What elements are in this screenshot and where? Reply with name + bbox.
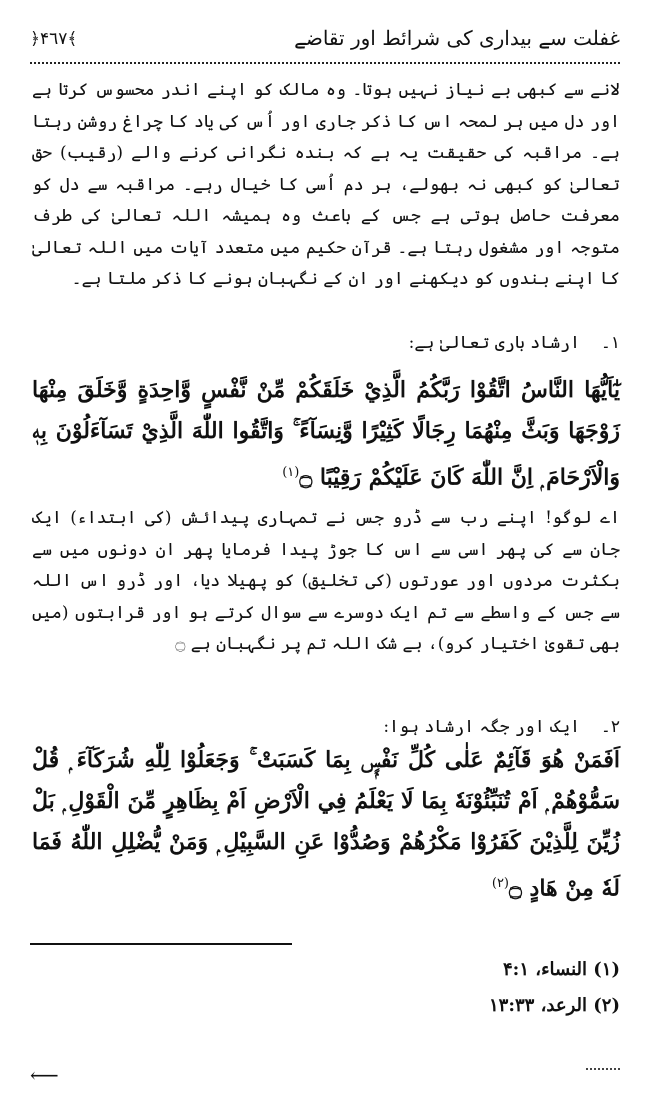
item-1-number: ۱۔ <box>600 333 620 353</box>
page-header <box>30 24 620 60</box>
intro-paragraph: لانے سے کبھی بے نیاز نہیں ہوتا۔ وہ مالک کو اپنے اندر محسوس کرتا ہے اور دل میں ہر لمحہ اس کا ذکر جاری اور اُس کی یاد کا چراغ روشن رہتا ہے۔ مراقبہ کی حقیقت یہ ہے کہ بندہ نگرانی کرنے والے (رقیب) حق تعالیٰ کو کبھی نہ بھولے، ہر دم اُسی کا خیال رہے۔ مراقبہ سے دل کو معرفت حاصل ہوتی ہے جس کے باعث وہ ہمیشہ اللہ تعالیٰ کی طرف متوجہ اور مشغول رہتا ہے۔ قرآن حکیم میں متعدد آیات میں اللہ تعالیٰ کا اپنے بندوں کو دیکھنے اور ان کے نگہبان ہونے کا ذکر ملتا ہے۔ <box>32 80 620 289</box>
footnotes <box>30 952 620 1024</box>
item-2-number: ۲۔ <box>600 717 620 737</box>
header-divider <box>30 62 620 64</box>
quran-verse-2-text: اَفَمَنْ هُوَ قَآئِمٌ عَلٰى كُلِّ نَفْسٍۭ بِمَا كَسَبَتْ ۚ وَجَعَلُوْا لِلّٰهِ شُرَكَآءَ ۭ قُلْ سَمُّوْهُمْ ۭ اَمْ تُنَبِّئُوْنَهٗ بِمَا لَا يَعْلَمُ فِي الْاَرْضِ اَمْ بِظَاهِرٍ مِّنَ الْقَوْلِ ۭ بَلْ زُيِّنَ لِلَّذِيْنَ كَفَرُوْا مَكْرُهُمْ وَصُدُّوْا عَنِ السَّبِيْلِ ۭ وَمَنْ يُّضْلِلِ اللّٰهُ فَمَا لَهٗ مِنْ هَادٍ ۝ <box>32 747 620 902</box>
footnote-marker-1: (۱) <box>282 465 300 480</box>
verse-1-translation: اے لوگو! اپنے رب سے ڈرو جس نے تمہاری پیدائش (کی ابتداء) ایک جان سے کی پھر اسی سے اس کا جوڑ پیدا فرمایا پھر ان دونوں میں سے بکثرت مردوں اور عورتوں (کی تخلیق) کو پھیلا دیا، اور ڈرو اس اللہ سے جس کے واسطے سے تم ایک دوسرے سے سوال کرتے ہو اور قرابتوں (میں بھی تقویٰ اختیار کرو)، بے شک اللہ تم پر نگہبان ہے ۝ <box>32 508 620 654</box>
bottom-dotted-rule <box>586 1068 620 1070</box>
quran-verse-1 <box>32 370 620 498</box>
item-2-heading-text: ایک اور جگہ ارشاد ہوا: <box>383 717 580 737</box>
page-number: ﴿۴٦٧﴾ <box>30 29 78 49</box>
footnote-divider <box>30 943 292 945</box>
footnote-2: (۲) الرعد، ۱۳:۳۳ <box>489 995 620 1016</box>
item-2-heading <box>30 716 620 737</box>
running-title: غفلت سے بیداری کی شرائط اور تقاضے <box>294 26 620 50</box>
footnote-marker-2: (۲) <box>491 876 509 891</box>
item-1-heading <box>30 332 620 353</box>
quran-verse-1-text: يٰٓاَيُّهَا النَّاسُ اتَّقُوْا رَبَّكُمُ الَّذِيْ خَلَقَكُمْ مِّنْ نَّفْسٍ وَّاحِدَةٍ وَّخَلَقَ مِنْهَا زَوْجَهَا وَبَثَّ مِنْهُمَا رِجَالًا كَثِيْرًا وَّنِسَآءً ۚ وَاتَّقُوا اللّٰهَ الَّذِيْ تَسَآءَلُوْنَ بِهٖ وَالْاَرْحَامَ ۭ اِنَّ اللّٰهَ كَانَ عَلَيْكُمْ رَقِيْبًا ۝ <box>32 377 620 491</box>
footnote-1: (۱) النساء، ۴:۱ <box>503 959 620 980</box>
quran-verse-2 <box>32 740 620 909</box>
item-1-heading-text: ارشاد باری تعالیٰ ہے: <box>408 333 580 353</box>
arrow-left-icon: ⟵ <box>30 1063 59 1087</box>
